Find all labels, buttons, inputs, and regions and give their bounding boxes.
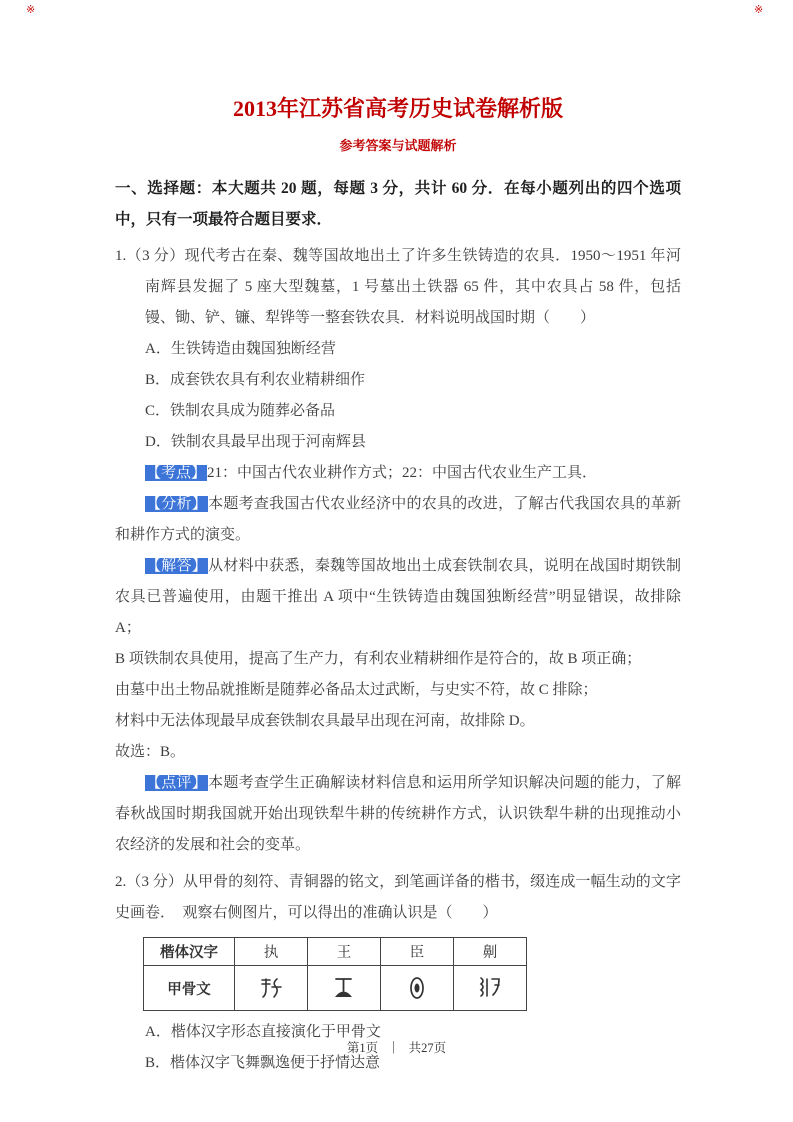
jieda-label: 【解答】 xyxy=(146,558,208,574)
dianping-label: 【点评】 xyxy=(146,775,208,791)
oracle-script-wang-icon xyxy=(330,974,358,1002)
question1-option-a: A．生铁铸造由魏国独断经营 xyxy=(145,341,336,357)
kaiti-char-zhi: 执 xyxy=(235,938,308,966)
question1-option-c: C．铁制农具成为随葬必备品 xyxy=(145,403,336,419)
question2-option-a: A．楷体汉字形态直接演化于甲骨文 xyxy=(145,1024,381,1040)
oracle-cell-chen xyxy=(381,966,454,1011)
question1-jieda-p2: B 项铁制农具使用，提高了生产力，有利农业精耕细作是符合的，故 B 项正确； xyxy=(115,651,642,667)
kaodian-label: 【考点】 xyxy=(146,465,207,481)
kaiti-char-yi: 劓 xyxy=(454,938,527,966)
question1-jieda-p4: 材料中无法体现最早成套铁制农具最早出现在河南，故排除 D。 xyxy=(115,713,535,729)
kaiti-char-chen: 臣 xyxy=(381,938,454,966)
oracle-cell-yi xyxy=(454,966,527,1011)
document-title: 2013年江苏省高考历史试卷解析版 xyxy=(232,96,563,121)
page-footer xyxy=(0,1040,793,1056)
question1-dianping xyxy=(115,768,681,861)
question2-stem: 2.（3 分）从甲骨的刻符、青铜器的铭文，到笔画详备的楷书，缀连成一幅生动的文字史画卷． 观察右侧图片，可以得出的准确认识是（ ） xyxy=(115,874,681,921)
footer-total-pages: 共27页 xyxy=(408,1041,447,1055)
oracle-script-chen-icon xyxy=(403,974,431,1002)
question1-answer: 故选：B。 xyxy=(115,744,186,760)
oracle-cell-zhi xyxy=(235,966,308,1011)
kaiti-char-wang: 王 xyxy=(308,938,381,966)
question2-option-b: B．楷体汉字飞舞飘逸便于抒情达意 xyxy=(145,1055,381,1071)
jieda-text-1: 从材料中获悉，秦魏等国故地出土成套铁制农具，说明在战国时期铁制农具已普遍使用，由题干推出 A 项中“生铁铸造由魏国独断经营”明显错误，故排除 A； xyxy=(115,558,681,636)
question1-jieda-p3: 由墓中出土物品就推断是随葬必备品太过武断，与史实不符，故 C 排除； xyxy=(115,682,598,698)
oracle-row-label: 甲骨文 xyxy=(144,966,235,1011)
oracle-cell-wang xyxy=(308,966,381,1011)
footer-separator: ｜ xyxy=(387,1041,400,1055)
question2-script-table xyxy=(143,937,527,1011)
fenxi-text: 本题考查我国古代农业经济中的农具的改进，了解古代我国农具的革新和耕作方式的演变。 xyxy=(115,496,681,543)
kaodian-text: 21：中国古代农业耕作方式；22：中国古代农业生产工具． xyxy=(207,465,598,481)
question1-stem: 1.（3 分）现代考古在秦、魏等国故地出土了许多生铁铸造的农具．1950～1951 年河南辉县发掘了 5 座大型魏墓，1 号墓出土铁器 65 件，其中农具占 58 件，包括镘、锄、铲、镰、犁铧等一整套铁农具．材料说明战国时期（ ） xyxy=(115,248,681,326)
section-header: 一、选择题：本大题共 20 题，每题 3 分，共计 60 分．在每小题列出的四个选项中，只有一项最符合题目要求． xyxy=(115,180,681,228)
fenxi-label: 【分析】 xyxy=(146,496,208,512)
question1-kaodian xyxy=(115,458,681,489)
oracle-row xyxy=(144,966,527,1011)
document-content xyxy=(115,94,681,1079)
oracle-script-yi-icon xyxy=(475,974,505,1002)
question1-fenxi xyxy=(115,489,681,551)
oracle-script-zhi-icon xyxy=(256,974,286,1002)
document-subtitle: 参考答案与试题解析 xyxy=(339,138,457,153)
question1-option-d: D．铁制农具最早出现于河南辉县 xyxy=(145,434,366,450)
footer-page-number: 第1页 xyxy=(346,1041,379,1055)
red-corner-logo-left: ※ xyxy=(26,4,36,16)
dianping-text: 本题考查学生正确解读材料信息和运用所学知识解决问题的能力，了解春秋战国时期我国就开始出现铁犁牛耕的传统耕作方式，认识铁犁牛耕的出现推动小农经济的发展和社会的变革。 xyxy=(115,775,681,853)
kaiti-row xyxy=(144,938,527,966)
kaiti-row-label: 楷体汉字 xyxy=(144,938,235,966)
question1-jieda-p1 xyxy=(115,551,681,644)
red-corner-logo-right: ※ xyxy=(754,4,764,16)
question1-option-b: B．成套铁农具有利农业精耕细作 xyxy=(145,372,366,388)
